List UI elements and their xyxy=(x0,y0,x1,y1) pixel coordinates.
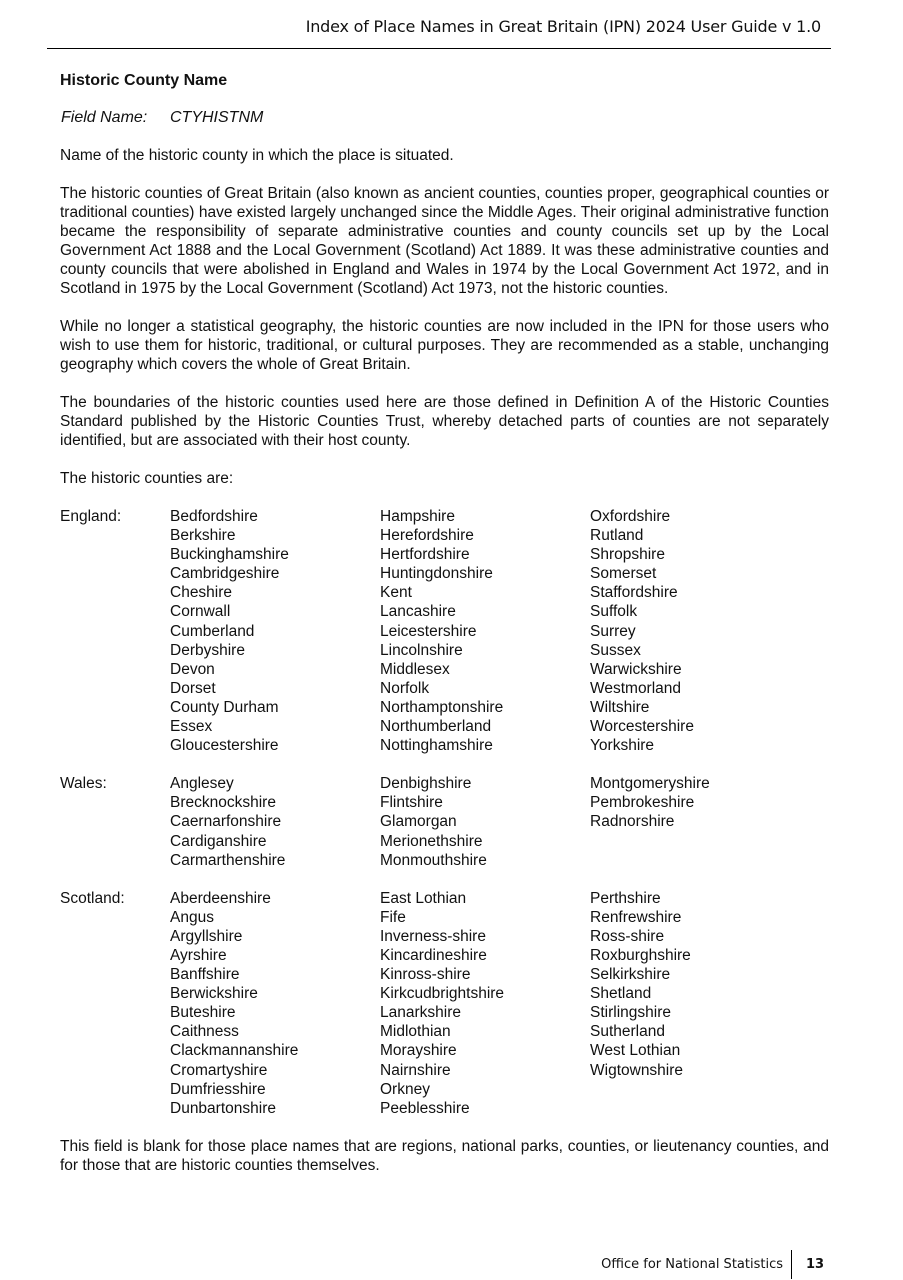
county-name: Warwickshire xyxy=(590,660,682,678)
county-name: Carmarthenshire xyxy=(170,851,286,869)
county-name: Suffolk xyxy=(590,603,638,621)
county-name: Shropshire xyxy=(590,546,665,564)
county-name: Kinross-shire xyxy=(380,966,471,984)
county-column xyxy=(590,889,800,1118)
county-name: Lincolnshire xyxy=(380,641,463,659)
county-name: Berwickshire xyxy=(170,985,258,1003)
county-name: Nairnshire xyxy=(380,1061,451,1079)
county-name: Clackmannanshire xyxy=(170,1042,299,1060)
paragraph-history: The historic counties of Great Britain (also known as ancient counties, counties proper, geographical counties or traditional counties) have existed largely unchanged since the Middle Ages. Their original administrative function became the responsibility of separate administrative counties and county councils set up by the Local Government Act 1888 and the Local Government (Scotland) Act 1889. It was these administrative counties and county councils that were abolished in England and Wales in 1974 by the Local Government Act 1972, and in Scotland in 1975 by the Local Government (Scotland) Act 1973, not the historic counties. xyxy=(60,185,829,297)
county-name: Denbighshire xyxy=(380,775,472,793)
county-name: Kent xyxy=(380,584,412,602)
county-name: Lanarkshire xyxy=(380,1004,461,1022)
page-content xyxy=(60,71,829,1194)
county-name: Stirlingshire xyxy=(590,1004,671,1022)
county-name: Wiltshire xyxy=(590,698,650,716)
county-name: Huntingdonshire xyxy=(380,565,493,583)
page-number: 13 xyxy=(806,1257,825,1272)
page-footer xyxy=(0,1250,903,1280)
county-column xyxy=(380,774,590,869)
county-name: Shetland xyxy=(590,985,652,1003)
county-name: Peeblesshire xyxy=(380,1099,470,1117)
county-name: Surrey xyxy=(590,622,636,640)
county-name: Cheshire xyxy=(170,584,233,602)
county-name: Somerset xyxy=(590,565,657,583)
county-name: Herefordshire xyxy=(380,527,474,545)
county-name: Norfolk xyxy=(380,679,430,697)
county-name: Dumfriesshire xyxy=(170,1080,266,1098)
page-header xyxy=(47,14,831,49)
county-name: Gloucestershire xyxy=(170,737,279,755)
county-name: Anglesey xyxy=(170,775,234,793)
county-lists xyxy=(60,507,829,1118)
region-label: Wales: xyxy=(60,775,107,793)
county-name: Kirkcudbrightshire xyxy=(380,985,505,1003)
county-name: Inverness-shire xyxy=(380,927,486,945)
county-name: Cambridgeshire xyxy=(170,565,280,583)
county-name: Morayshire xyxy=(380,1042,457,1060)
county-column xyxy=(380,889,590,1118)
paragraph-list-intro: The historic counties are: xyxy=(60,470,234,487)
paragraph-closing: This field is blank for those place names that are regions, national parks, counties, or lieutenancy counties, and for those that are historic counties themselves. xyxy=(60,1137,829,1174)
county-name: Rutland xyxy=(590,527,644,545)
county-name: Merionethshire xyxy=(380,832,483,850)
county-name: Cumberland xyxy=(170,622,255,640)
county-name: Banffshire xyxy=(170,966,240,984)
county-name: Radnorshire xyxy=(590,813,675,831)
county-name: Berkshire xyxy=(170,527,236,545)
county-name: Argyllshire xyxy=(170,927,243,945)
region-label: Scotland: xyxy=(60,889,125,907)
county-name: Brecknockshire xyxy=(170,794,276,812)
county-name: Buckinghamshire xyxy=(170,546,289,564)
field-name-line xyxy=(61,108,829,127)
county-name: Staffordshire xyxy=(590,584,678,602)
county-name: Sussex xyxy=(590,641,641,659)
county-name: Orkney xyxy=(380,1080,430,1098)
county-name: Caithness xyxy=(170,1023,239,1041)
county-name: Flintshire xyxy=(380,794,443,812)
county-name: Ayrshire xyxy=(170,946,227,964)
county-column xyxy=(380,507,590,755)
county-name: Fife xyxy=(380,908,406,926)
county-name: Cardiganshire xyxy=(170,832,267,850)
field-name-label: Field Name: xyxy=(61,109,148,126)
county-name: Caernarfonshire xyxy=(170,813,282,831)
county-name: Northamptonshire xyxy=(380,698,504,716)
county-name: Cromartyshire xyxy=(170,1061,268,1079)
region-block xyxy=(60,507,829,755)
county-name: Lancashire xyxy=(380,603,456,621)
county-column xyxy=(170,507,380,755)
county-name: Cornwall xyxy=(170,603,231,621)
header-title: Index of Place Names in Great Britain (IPN) 2024 User Guide v 1.0 xyxy=(305,17,821,36)
county-name: Wigtownshire xyxy=(590,1061,684,1079)
field-name-value: CTYHISTNM xyxy=(170,109,264,126)
county-name: Essex xyxy=(170,718,213,736)
county-name: Ross-shire xyxy=(590,927,665,945)
county-name: Middlesex xyxy=(380,660,450,678)
county-name: Worcestershire xyxy=(590,718,694,736)
county-name: Renfrewshire xyxy=(590,908,682,926)
county-name: Leicestershire xyxy=(380,622,477,640)
county-name: Angus xyxy=(170,908,214,926)
county-column xyxy=(590,774,800,869)
county-column xyxy=(170,774,380,869)
county-name: Aberdeenshire xyxy=(170,889,271,907)
section-title: Historic County Name xyxy=(60,72,228,89)
county-name: Yorkshire xyxy=(590,737,655,755)
county-name: Nottinghamshire xyxy=(380,737,493,755)
paragraph-usage: While no longer a statistical geography, the historic counties are now included in the IPN for those users who wish to use them for historic, traditional, or cultural purposes. They are recommended as a stable, unchanging geography which covers the whole of Great Britain. xyxy=(60,318,829,373)
footer-divider xyxy=(791,1250,792,1279)
county-name: West Lothian xyxy=(590,1042,681,1060)
paragraph-intro: Name of the historic county in which the place is situated. xyxy=(60,147,454,164)
county-name: Glamorgan xyxy=(380,813,457,831)
county-column xyxy=(590,507,800,755)
county-name: Bedfordshire xyxy=(170,508,258,525)
county-name: Hertfordshire xyxy=(380,546,470,564)
region-label: England: xyxy=(60,508,122,525)
county-name: Derbyshire xyxy=(170,641,245,659)
county-name: Dunbartonshire xyxy=(170,1099,276,1117)
region-block xyxy=(60,889,829,1118)
county-name: Selkirkshire xyxy=(590,966,671,984)
county-name: East Lothian xyxy=(380,889,467,907)
county-name: Perthshire xyxy=(590,889,661,907)
county-name: Dorset xyxy=(170,679,216,697)
county-name: Oxfordshire xyxy=(590,508,671,525)
county-name: Buteshire xyxy=(170,1004,236,1022)
county-name: Monmouthshire xyxy=(380,851,487,869)
county-name: County Durham xyxy=(170,698,279,716)
county-name: Montgomeryshire xyxy=(590,775,710,793)
region-block xyxy=(60,774,829,869)
county-name: Westmorland xyxy=(590,679,682,697)
county-name: Roxburghshire xyxy=(590,946,691,964)
county-name: Hampshire xyxy=(380,508,455,525)
footer-organisation: Office for National Statistics xyxy=(601,1257,783,1272)
county-name: Sutherland xyxy=(590,1023,665,1041)
county-name: Northumberland xyxy=(380,718,492,736)
paragraph-boundaries: The boundaries of the historic counties used here are those defined in Definition A of the Historic Counties Standard published by the Historic Counties Trust, whereby detached parts of counties are not separately identified, but are associated with their host county. xyxy=(60,394,829,449)
county-name: Devon xyxy=(170,660,215,678)
county-name: Pembrokeshire xyxy=(590,794,695,812)
county-name: Midlothian xyxy=(380,1023,451,1041)
county-column xyxy=(170,889,380,1118)
county-name: Kincardineshire xyxy=(380,946,487,964)
